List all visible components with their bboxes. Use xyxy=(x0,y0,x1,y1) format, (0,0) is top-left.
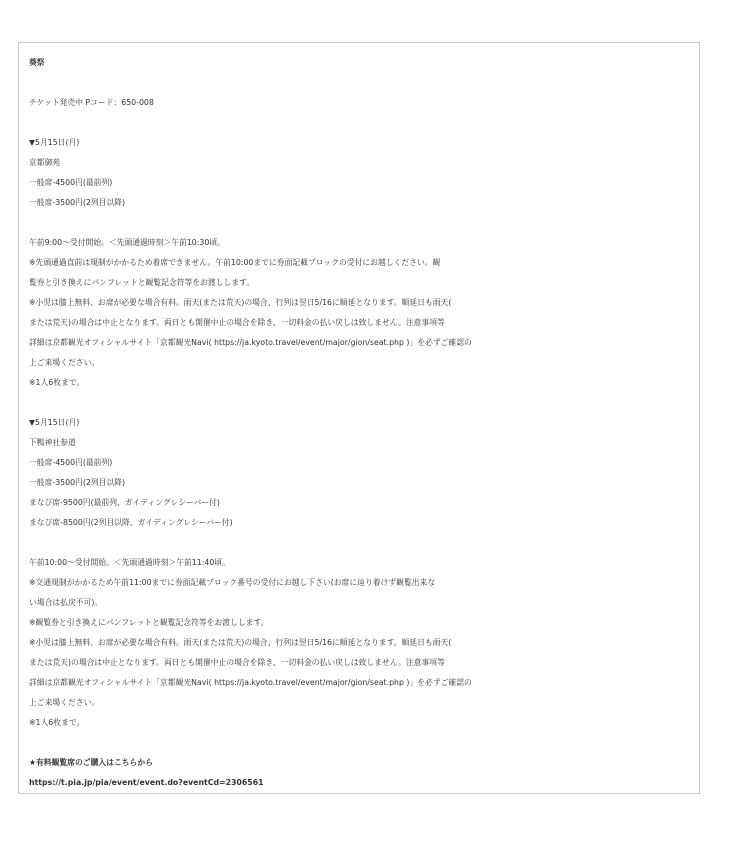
spacer xyxy=(29,113,699,133)
seat-price: 一般席-3500円(2列目以降) xyxy=(29,478,126,487)
spacer xyxy=(29,73,699,93)
seat-price: 一般席-4500円(最前列) xyxy=(29,178,113,187)
section-kyoto-gyoen xyxy=(29,133,699,393)
section-venue: 下鴨神社参道 xyxy=(29,438,76,447)
note-line: 詳細は京都観光オフィシャルサイト「京都観光Navi( https://ja.kyoto.travel/event/major/gion/seat.php )」を必ずご確認の xyxy=(29,678,472,687)
note-line: ※1人6枚まで。 xyxy=(29,378,85,387)
note-line: ※小児は膝上無料、お席が必要な場合有料。雨天(または荒天)の場合、行列は翌日5/16に順延となります。順延日も雨天( xyxy=(29,638,452,647)
note-line: ※先頭通過直前は規制がかかるため着席できません。午前10:00までに券面記載ブロックの受付にお越しください。観 xyxy=(29,258,441,267)
note-line: 上ご来場ください。 xyxy=(29,358,100,367)
note-line: または荒天)の場合は中止となります。両日とも開催中止の場合を除き、一切料金の払い戻しは致しません。注意事項等 xyxy=(29,658,445,667)
section-shimogamo xyxy=(29,413,699,733)
seat-price: 一般席-3500円(2列目以降) xyxy=(29,198,126,207)
spacer xyxy=(29,733,699,753)
note-line: または荒天)の場合は中止となります。両日とも開催中止の場合を除き、一切料金の払い戻しは致しません。注意事項等 xyxy=(29,318,445,327)
event-title: 葵祭 xyxy=(29,58,45,67)
section-date: ▼5月15日(月) xyxy=(29,418,80,427)
note-line: ※1人6枚まで。 xyxy=(29,718,85,727)
section-date: ▼5月15日(月) xyxy=(29,138,80,147)
note-line: ※観覧券と引き換えにパンフレットと観覧記念符等をお渡しします。 xyxy=(29,618,269,627)
reception-time: 午前10:00～受付開始。＜先頭通過時刻＞午前11:40頃。 xyxy=(29,558,230,567)
note-line: ※交通規制がかかるため午前11:00までに券面記載ブロック番号の受付にお越し下さい(お席に辿り着けず観覧出来な xyxy=(29,578,436,587)
note-line: ※小児は膝上無料、お席が必要な場合有料。雨天(または荒天)の場合、行列は翌日5/16に順延となります。順延日も雨天( xyxy=(29,298,452,307)
spacer xyxy=(29,213,699,233)
section-venue: 京都御苑 xyxy=(29,158,61,167)
note-line: 上ご来場ください。 xyxy=(29,698,100,707)
ticket-info: チケット発売中 Pコード：650-008 xyxy=(29,98,154,107)
purchase-link[interactable] xyxy=(29,773,699,793)
purchase-url[interactable]: https://t.pia.jp/pia/event/event.do?eventCd=2306561 xyxy=(29,778,264,787)
event-notice-box xyxy=(18,42,700,794)
spacer xyxy=(29,533,699,553)
spacer xyxy=(29,393,699,413)
seat-price: まなび席-9500円(最前列、ガイディングレシーバー付) xyxy=(29,498,220,507)
note-line: 詳細は京都観光オフィシャルサイト「京都観光Navi( https://ja.kyoto.travel/event/major/gion/seat.php )」を必ずご確認の xyxy=(29,338,472,347)
seat-price: まなび席-8500円(2列目以降、ガイディングレシーバー付) xyxy=(29,518,233,527)
seat-price: 一般席-4500円(最前列) xyxy=(29,458,113,467)
note-line: い場合は払戻不可)。 xyxy=(29,598,103,607)
note-line: 覧券と引き換えにパンフレットと観覧記念符等をお渡しします。 xyxy=(29,278,255,287)
reception-time: 午前9:00～受付開始。＜先頭通過時刻＞午前10:30頃。 xyxy=(29,238,225,247)
purchase-heading: ★有料観覧席のご購入はこちらから xyxy=(29,758,153,767)
